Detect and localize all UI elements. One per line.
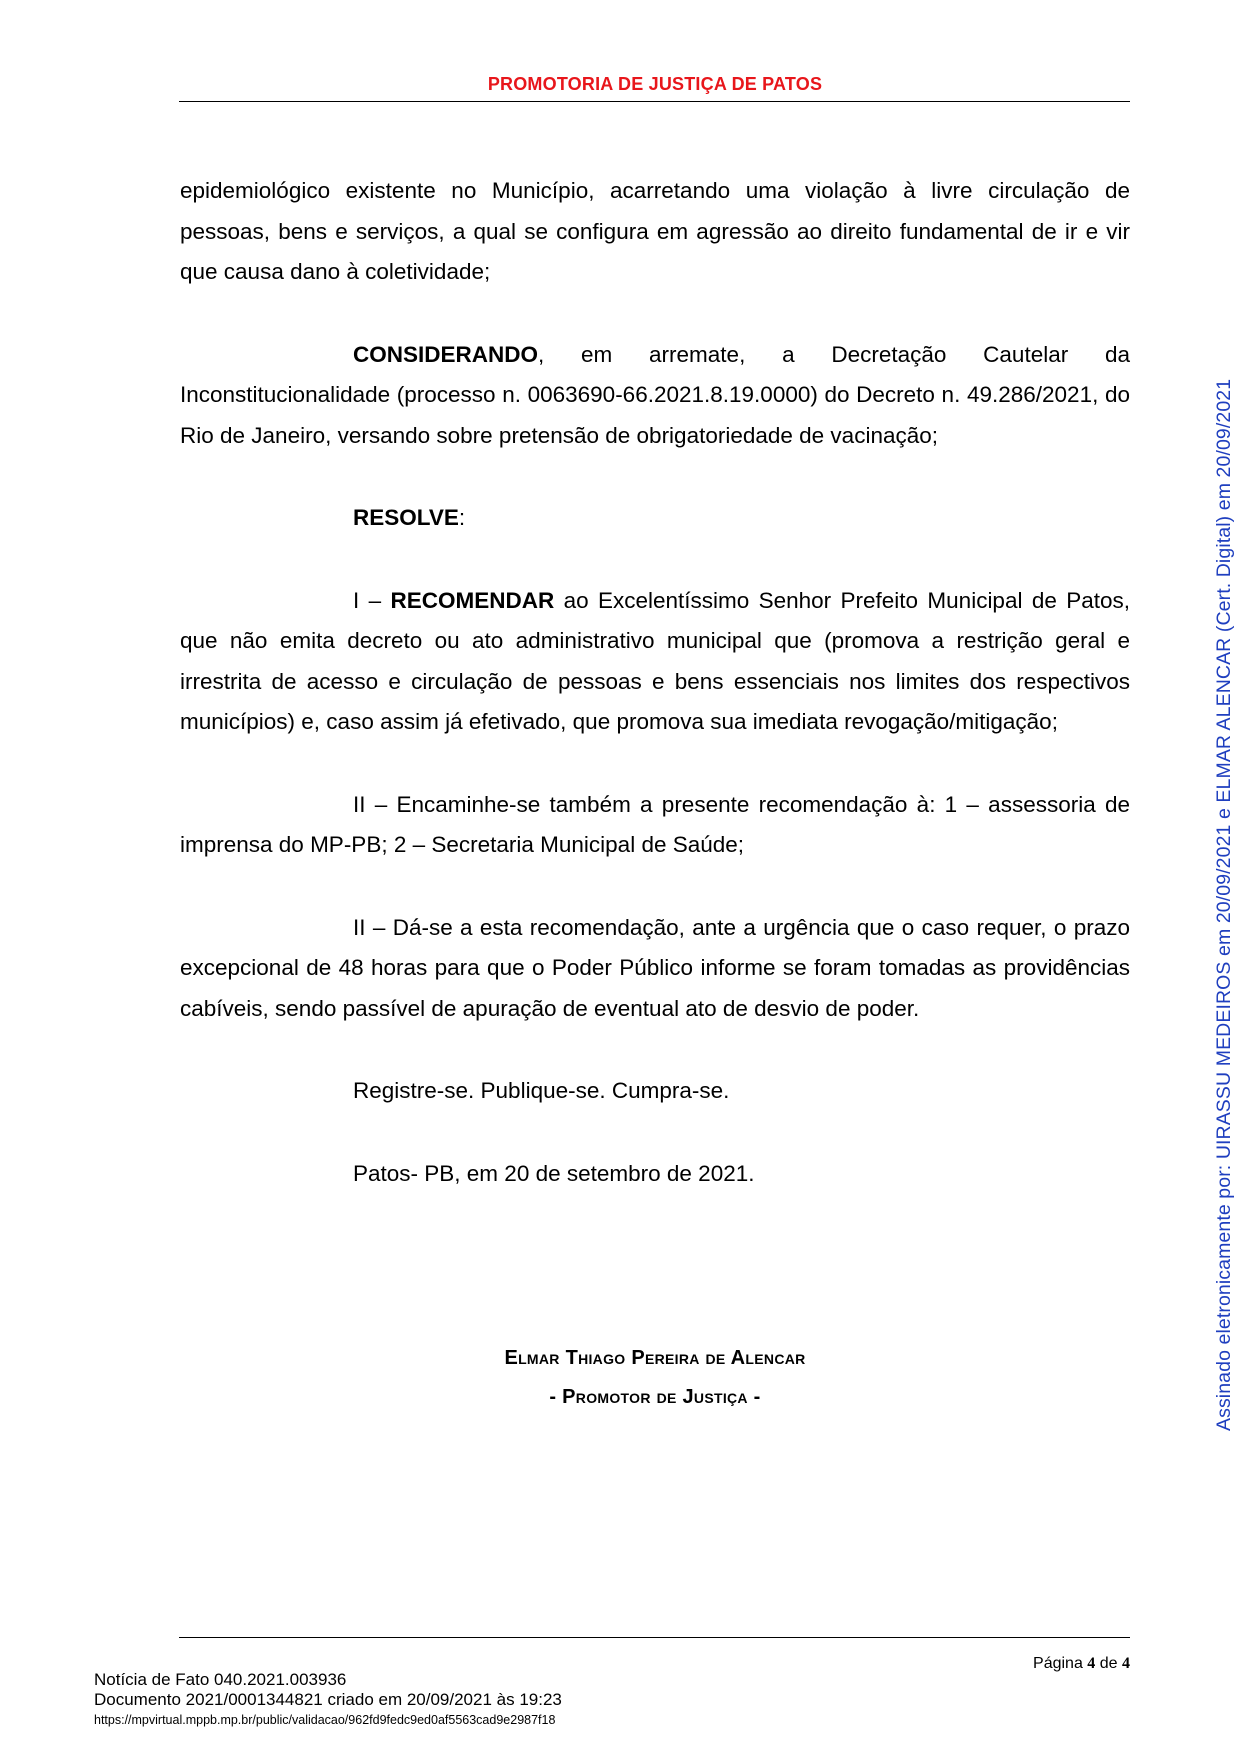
resolve-colon: :: [458, 505, 466, 530]
page-header-title: PROMOTORIA DE JUSTIÇA DE PATOS: [487, 74, 823, 94]
signature-role: - Promotor de Justiça -: [549, 1386, 761, 1408]
page-current: 4: [1087, 1655, 1096, 1672]
noticia-reference: Notícia de Fato 040.2021.003936: [94, 1670, 347, 1689]
paragraph-prazo: II – Dá-se a esta recomendação, ante a urgência que o caso requer, o prazo excepcional de 48 horas para que o Poder Público informe se foram tomadas as providências cabíveis, sendo passível de apuração de eventual ato de desvio de poder.: [180, 914, 1130, 1021]
page-label: Página: [1033, 1655, 1083, 1672]
page-separator: de: [1099, 1655, 1118, 1672]
paragraph-continuation: epidemiológico existente no Município, acarretando uma violação à livre circulação de pessoas, bens e serviços, a qual se configura em agressão ao direito fundamental de ir e vir que causa dano à coletividade;: [180, 178, 1130, 284]
considerando-keyword: CONSIDERANDO: [353, 341, 539, 367]
footer-divider: [179, 1637, 1130, 1638]
validation-link[interactable]: https://mpvirtual.mppb.mp.br/public/validacao/962fd9fedc9ed0af5563cad9e2987f18: [94, 1713, 556, 1727]
recomendar-keyword: RECOMENDAR: [390, 587, 555, 613]
resolve-keyword: RESOLVE: [353, 505, 459, 530]
paragraph-encaminhe: II – Encaminhe-se também a presente recomendação à: 1 – assessoria de imprensa do MP-PB; 2 – Secretaria Municipal de Saúde;: [180, 791, 1130, 857]
page-number: [1033, 1655, 1130, 1673]
considerando-text: , em arremate, a Decretação Cautelar da Inconstitucionalidade (processo n. 0063690-66.2021.8.19.0000) do Decreto n. 49.286/2021, do Rio de Janeiro, versando sobre pretensão de obrigatoriedade de vacinação;: [180, 341, 1130, 448]
header-divider: [179, 101, 1130, 102]
recomendar-text: ao Excelentíssimo Senhor Prefeito Municipal de Patos, que não emita decreto ou ato administrativo municipal que (promova a restrição geral e irrestrita de acesso e circulação de pessoas e bens essenciais nos limites dos respectivos municípios) e, caso assim já efetivado, que promova sua imediata revogação/mitigação;: [180, 587, 1130, 734]
documento-reference: Documento 2021/0001344821 criado em 20/09/2021 às 19:23: [94, 1690, 562, 1709]
paragraph-date-place: Patos- PB, em 20 de setembro de 2021.: [353, 1160, 755, 1186]
document-body: [180, 171, 1130, 1194]
paragraph-recomendar: [180, 581, 1130, 743]
signature-name: Elmar Thiago Pereira de Alencar: [504, 1347, 806, 1369]
electronic-signature-stamp: Assinado eletronicamente por: UIRASSU MEDEIROS em 20/09/2021 e ELMAR ALENCAR (Cert. Digital) em 20/09/2021: [1213, 378, 1235, 1431]
recomendar-prefix: I –: [353, 587, 391, 613]
paragraph-registre: Registre-se. Publique-se. Cumpra-se.: [353, 1078, 730, 1103]
paragraph-resolve: [180, 498, 1130, 539]
paragraph-considerando: [180, 335, 1130, 457]
page-total: 4: [1122, 1655, 1130, 1672]
